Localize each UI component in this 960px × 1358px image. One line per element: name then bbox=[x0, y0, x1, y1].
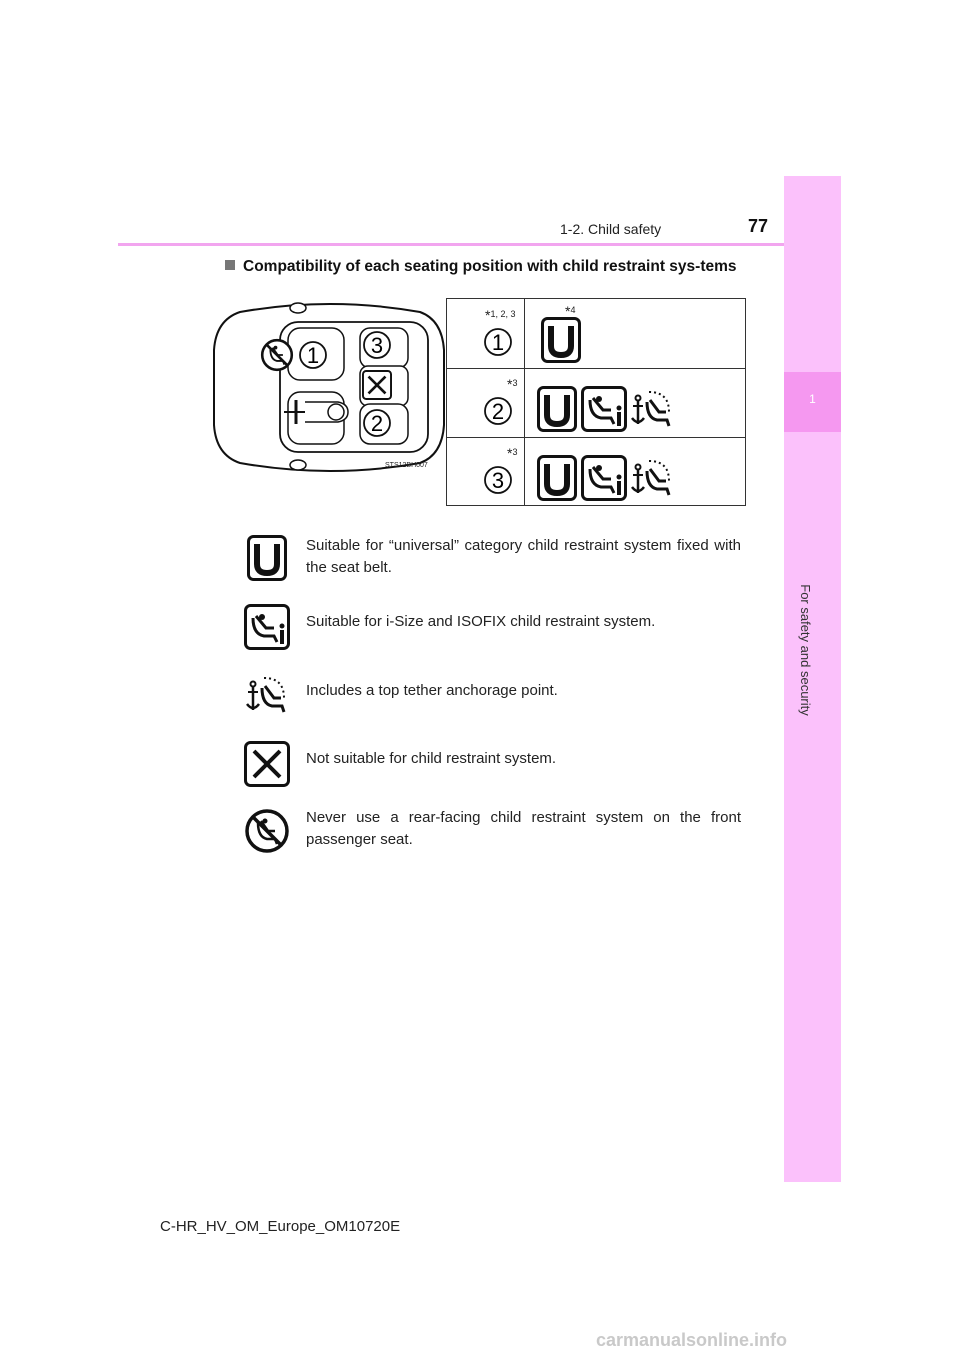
top-tether-icon bbox=[632, 392, 669, 426]
chapter-number: 1 bbox=[809, 392, 816, 406]
seat-label-1: 1 bbox=[306, 343, 320, 368]
section-title: 1-2. Child safety bbox=[560, 221, 662, 237]
top-tether-icon bbox=[632, 461, 669, 495]
table-row bbox=[447, 437, 745, 506]
chapter-title: For safety and security bbox=[798, 584, 813, 716]
document-code: C-HR_HV_OM_Europe_OM10720E bbox=[160, 1218, 401, 1235]
isofix-icon bbox=[244, 604, 290, 650]
heading-bullet-icon bbox=[225, 260, 235, 270]
car-seating-diagram bbox=[210, 300, 450, 475]
isofix-icon bbox=[583, 388, 626, 431]
seat-cell bbox=[447, 368, 525, 437]
legend-not-suitable-text: Not suitable for child restraint system. bbox=[306, 750, 557, 767]
icon-note: *4 bbox=[565, 303, 576, 319]
diagram-code: STS12BH007 bbox=[385, 462, 428, 469]
universal-icon bbox=[244, 534, 290, 582]
universal-icon bbox=[539, 457, 576, 500]
compatibility-table bbox=[446, 298, 746, 506]
seat-note: *3 bbox=[507, 445, 518, 461]
not-suitable-icon bbox=[244, 741, 290, 787]
seat-cell bbox=[447, 299, 525, 368]
isofix-icon bbox=[583, 457, 626, 500]
seat-note: *3 bbox=[507, 376, 518, 392]
row-icons bbox=[529, 384, 729, 434]
seat-note: *1, 2, 3 bbox=[485, 307, 516, 323]
table-row bbox=[447, 299, 745, 369]
svg-text:2: 2 bbox=[491, 399, 505, 424]
seat-number-2-icon bbox=[483, 396, 513, 426]
heading-text: Compatibility of each seating position with child restraint sys-tems bbox=[243, 258, 737, 275]
top-tether-icon bbox=[244, 672, 290, 718]
legend-universal-text: Suitable for “universal” category child restraint system fixed with the seat belt. bbox=[306, 537, 741, 576]
seat-number-3-icon bbox=[483, 465, 513, 495]
universal-icon bbox=[539, 388, 576, 431]
table-row bbox=[447, 368, 745, 438]
legend-tether-text: Includes a top tether anchorage point. bbox=[306, 682, 558, 699]
svg-text:3: 3 bbox=[491, 468, 505, 493]
legend-isofix-text: Suitable for i-Size and ISOFIX child restraint system. bbox=[306, 613, 656, 630]
universal-icon bbox=[543, 319, 580, 362]
page-number: 77 bbox=[748, 216, 769, 236]
row-icons bbox=[529, 315, 729, 365]
watermark: carmanualsonline.info bbox=[596, 1330, 788, 1350]
no-rear-facing-icon bbox=[244, 808, 290, 854]
seat-number-1-icon bbox=[483, 327, 513, 357]
legend-no-rear-facing-text: Never use a rear-facing child restraint system on the front passenger seat. bbox=[306, 809, 741, 848]
row-icons bbox=[529, 453, 729, 503]
seat-cell bbox=[447, 437, 525, 506]
seat-label-3: 3 bbox=[370, 333, 384, 358]
header-divider bbox=[118, 243, 841, 246]
svg-text:1: 1 bbox=[491, 330, 505, 355]
section-heading bbox=[225, 256, 750, 278]
seat-label-2: 2 bbox=[370, 411, 384, 436]
